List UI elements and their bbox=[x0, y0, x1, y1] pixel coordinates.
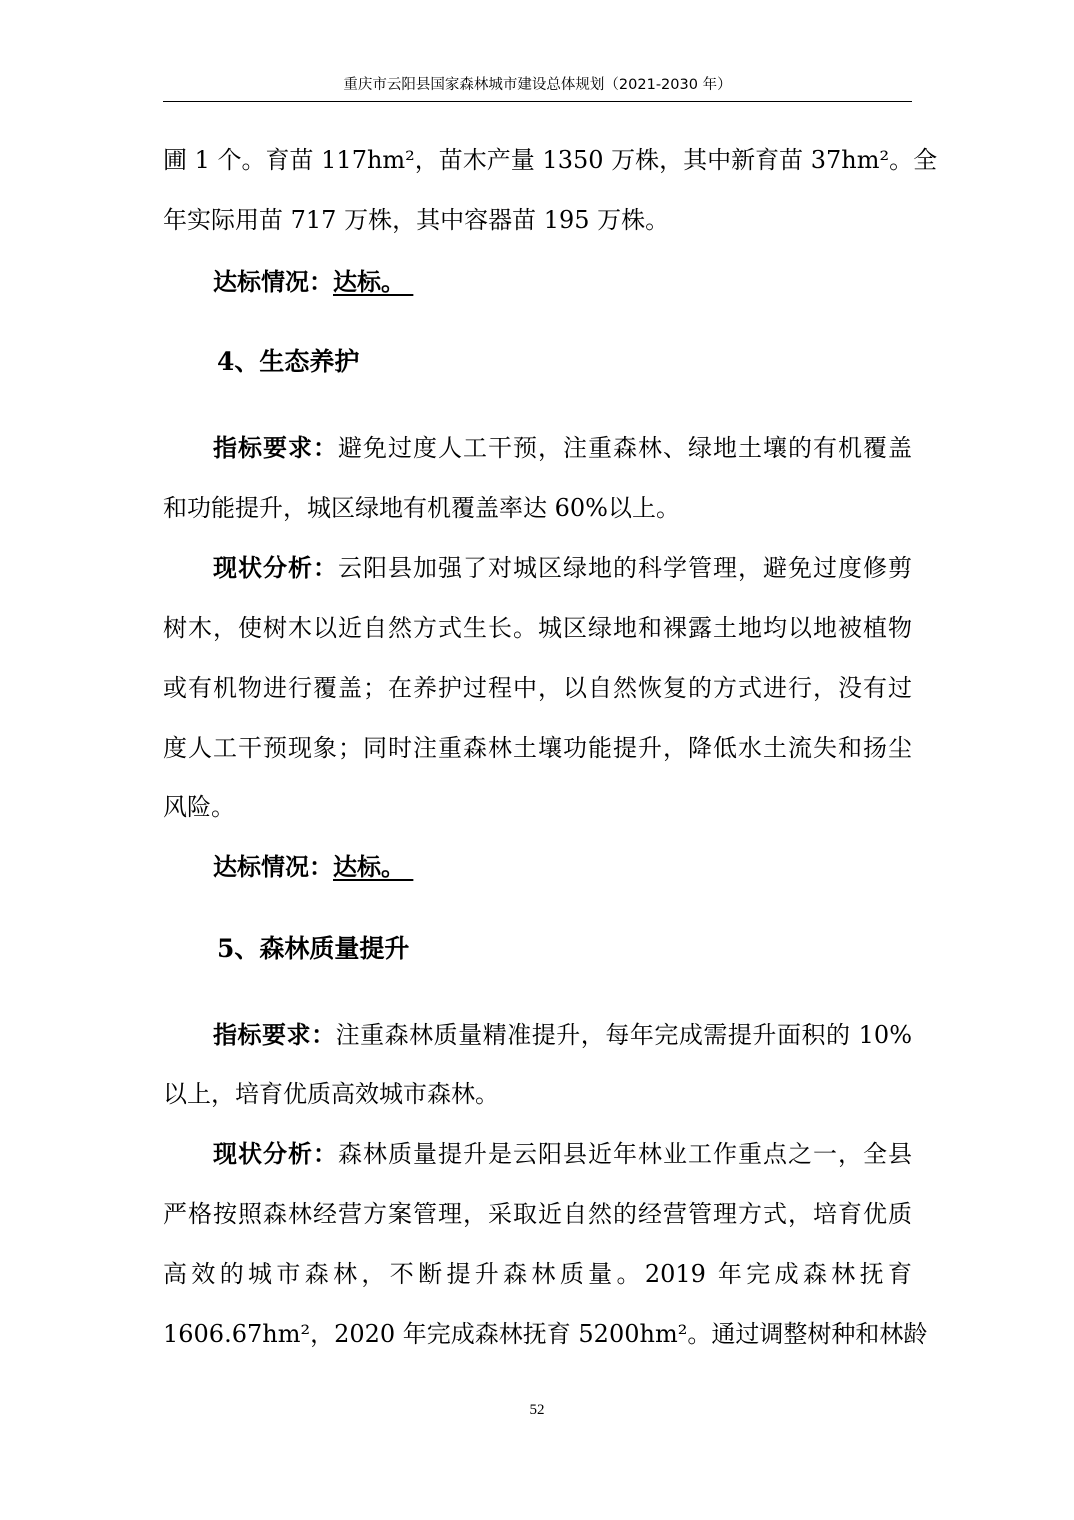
requirement-label: 指标要求： bbox=[213, 1020, 336, 1049]
paragraph-line: 度人工干预现象；同时注重森林土壤功能提升，降低水土流失和扬尘 bbox=[163, 734, 912, 762]
requirement-label: 指标要求： bbox=[213, 433, 338, 462]
status-value: 达标。 bbox=[333, 267, 405, 296]
paragraph-line: 或有机物进行覆盖；在养护过程中，以自然恢复的方式进行，没有过 bbox=[163, 674, 912, 702]
paragraph-line: 年实际用苗 717 万株，其中容器苗 195 万株。 bbox=[163, 206, 670, 234]
paragraph-line: 树木，使树木以近自然方式生长。城区绿地和裸露土地均以地被植物 bbox=[163, 614, 912, 642]
paragraph-line: 严格按照森林经营方案管理，采取近自然的经营管理方式，培育优质 bbox=[163, 1200, 912, 1228]
status-line bbox=[213, 851, 912, 883]
requirement-text: 避免过度人工干预，注重森林、绿地土壤的有机覆盖 bbox=[338, 434, 912, 462]
status-value: 达标。 bbox=[333, 852, 405, 881]
paragraph-line bbox=[213, 1019, 912, 1051]
paragraph-line: 高效的城市森林，不断提升森林质量。2019 年完成森林抚育 bbox=[163, 1260, 912, 1288]
paragraph-line: 1606.67hm²，2020 年完成森林抚育 5200hm²。通过调整树种和林龄 bbox=[163, 1320, 928, 1348]
section-heading: 5、森林质量提升 bbox=[217, 934, 410, 963]
paragraph-line: 圃 1 个。育苗 117hm²，苗木产量 1350 万株，其中新育苗 37hm²。全 bbox=[163, 146, 938, 174]
requirement-text: 注重森林质量精准提升，每年完成需提升面积的 10% bbox=[335, 1021, 913, 1049]
status-label: 达标情况： bbox=[213, 852, 333, 881]
paragraph-line: 以上，培育优质高效城市森林。 bbox=[163, 1080, 499, 1108]
status-line bbox=[213, 266, 912, 298]
page-header: 重庆市云阳县国家森林城市建设总体规划（2021-2030 年） bbox=[163, 76, 912, 102]
paragraph-line: 和功能提升，城区绿地有机覆盖率达 60%以上。 bbox=[163, 494, 680, 522]
paragraph-line: 风险。 bbox=[163, 793, 235, 821]
analysis-label: 现状分析： bbox=[213, 1139, 338, 1168]
paragraph-line bbox=[213, 432, 912, 464]
paragraph-line bbox=[213, 552, 912, 584]
page-number: 52 bbox=[529, 1402, 545, 1418]
status-label: 达标情况： bbox=[213, 267, 333, 296]
analysis-label: 现状分析： bbox=[213, 553, 338, 582]
analysis-text: 森林质量提升是云阳县近年林业工作重点之一，全县 bbox=[338, 1140, 912, 1168]
paragraph-line bbox=[213, 1138, 912, 1170]
section-heading: 4、生态养护 bbox=[217, 347, 360, 376]
analysis-text: 云阳县加强了对城区绿地的科学管理，避免过度修剪 bbox=[338, 554, 912, 582]
